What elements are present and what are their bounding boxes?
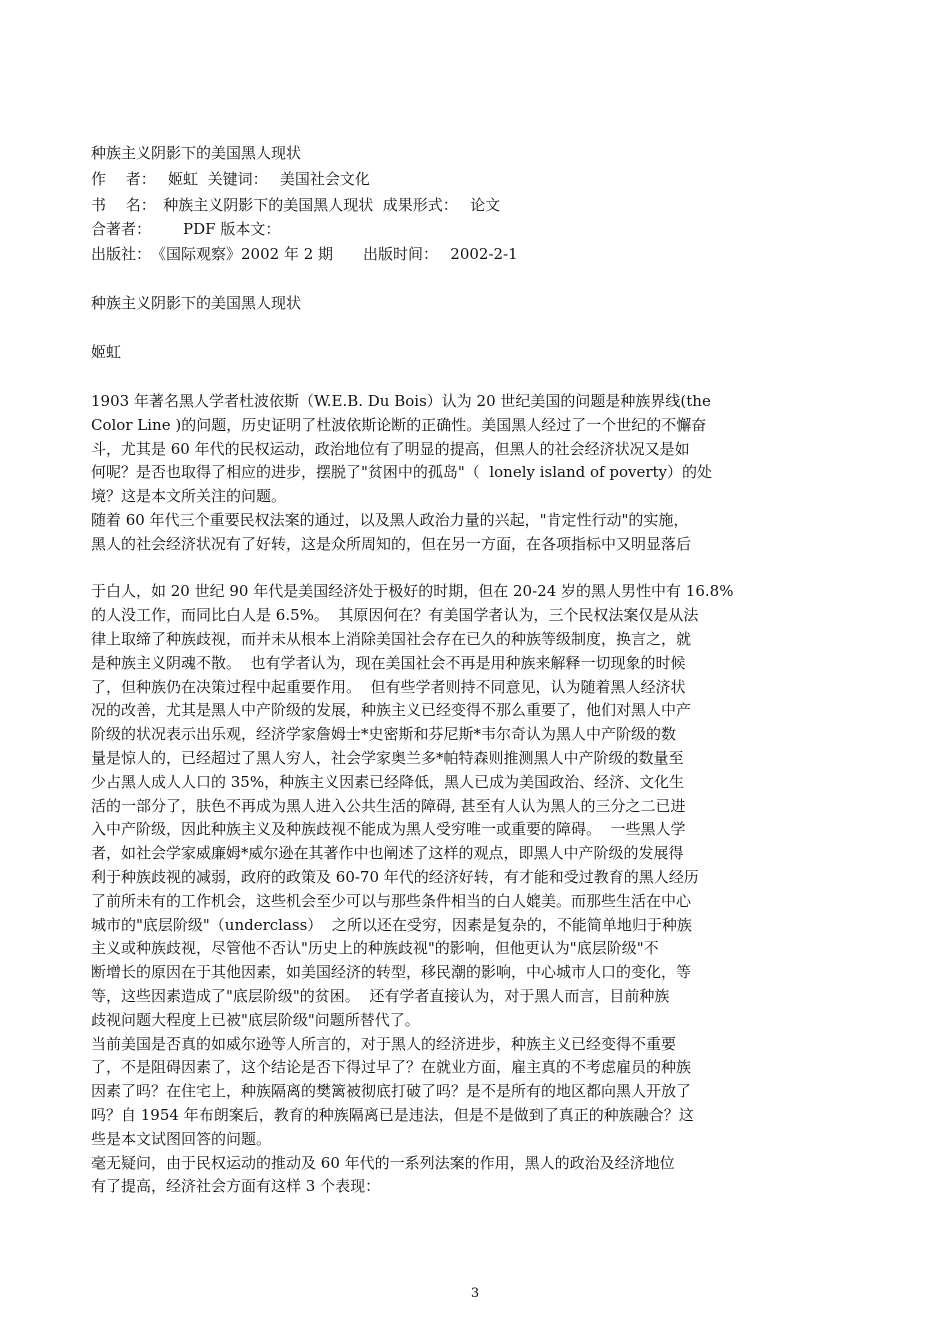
body-line: 境？这是本文所关注的问题。 [91,487,287,505]
body-line: 吗？自 1954 年布朗案后，教育的种族隔离已是违法，但是不是做到了真正的种族融合？这 [91,1106,694,1124]
body-line: 主义或种族歧视，尽管他不否认"历史上的种族歧视"的影响，但他更认为"底层阶级"不 [91,939,659,957]
coauthor-line: 合著者： PDF 版本文： [91,220,281,238]
page-number: 3 [470,1286,480,1301]
body-line: 的人没工作，而同比白人是 6.5%。 其原因何在？有美国学者认为，三个民权法案仅是从法 [91,606,699,624]
body-line: 断增长的原因在于其他因素，如美国经济的转型，移民潮的影响，中心城市人口的变化，等 [91,963,692,981]
body-line: 有了提高，经济社会方面有这样 3 个表现： [91,1177,381,1195]
body-line: 毫无疑问，由于民权运动的推动及 60 年代的一系列法案的作用，黑人的政治及经济地位 [91,1154,675,1172]
body-line: 歧视问题大程度上已被"底层阶级"问题所替代了。 [91,1011,420,1029]
body-line: 活的一部分了，肤色不再成为黑人进入公共生活的障碍, 甚至有人认为黑人的三分之二已进 [91,797,686,815]
body-line: 律上取缔了种族歧视，而并未从根本上消除美国社会存在已久的种族等级制度，换言之，就 [91,630,692,648]
body-line: 利于种族歧视的减弱，政府的政策及 60-70 年代的经济好转，有才能和受过教育的黑人经历 [91,868,699,886]
publisher-line: 出版社： 《国际观察》2002 年 2 期 出版时间： 2002-2-1 [91,245,518,263]
body-line: 于白人，如 20 世纪 90 年代是美国经济处于极好的时期，但在 20-24 岁的黑人男性中有 16.8% [91,582,734,600]
doc-title: 种族主义阴影下的美国黑人现状 [91,144,302,162]
author-line: 作 者： 姬虹 关键词： 美国社会文化 [91,170,370,188]
body-line: 者，如社会学家威廉姆*威尔逊在其著作中也阐述了这样的观点，即黑人中产阶级的发展得 [91,844,684,862]
body-line: 等，这些因素造成了"底层阶级"的贫困。 还有学者直接认为，对于黑人而言，目前种族 [91,987,670,1005]
body-line: 少占黑人成人人口的 35%，种族主义因素已经降低，黑人已成为美国政治、经济、文化生 [91,773,685,791]
article-author: 姬虹 [91,343,122,361]
body-line: 了前所未有的工作机会，这些机会至少可以与那些条件相当的白人媲美。而那些生活在中心 [91,892,692,910]
body-line: 些是本文试图回答的问题。 [91,1130,272,1148]
body-line: 城市的"底层阶级"（underclass） 之所以还在受穷，因素是复杂的，不能简单地归于种族 [91,916,692,934]
body-line: 入中产阶级，因此种族主义及种族歧视不能成为黑人受穷唯一或重要的障碍。 一些黑人学 [91,820,686,838]
body-line: Color Line )的问题，历史证明了杜波依斯论断的正确性。美国黑人经过了一个世纪的不懈奋 [91,416,707,434]
body-line: 量是惊人的，已经超过了黑人穷人，社会学家奥兰多*帕特森则推测黑人中产阶级的数量至 [91,749,684,767]
body-line: 黑人的社会经济状况有了好转，这是众所周知的，但在另一方面，在各项指标中又明显落后 [91,535,692,553]
body-line: 因素了吗？在住宅上，种族隔离的樊篱被彻底打破了吗？是不是所有的地区都向黑人开放了 [91,1082,692,1100]
body-line: 随着 60 年代三个重要民权法案的通过，以及黑人政治力量的兴起，"肯定性行动"的实施， [91,511,689,529]
body-line: 况的改善，尤其是黑人中产阶级的发展，种族主义已经变得不那么重要了，他们对黑人中产 [91,701,692,719]
body-line: 了，不是阻碍因素了，这个结论是否下得过早了？在就业方面，雇主真的不考虑雇员的种族 [91,1058,692,1076]
body-line: 了，但种族仍在决策过程中起重要作用。 但有些学者则持不同意见，认为随着黑人经济状 [91,678,686,696]
book-line: 书 名： 种族主义阴影下的美国黑人现状 成果形式： 论文 [91,196,501,214]
body-line: 斗，尤其是 60 年代的民权运动，政治地位有了明显的提高，但黑人的社会经济状况又是如 [91,440,690,458]
body-line: 阶级的状况表示出乐观，经济学家詹姆士*史密斯和芬尼斯*韦尔奇认为黑人中产阶级的数 [91,725,677,743]
body-line: 是种族主义阴魂不散。 也有学者认为，现在美国社会不再是用种族来解释一切现象的时候 [91,654,686,672]
article-title: 种族主义阴影下的美国黑人现状 [91,294,302,312]
body-line: 何呢？是否也取得了相应的进步，摆脱了"贫困中的孤岛"（ lonely island of poverty）的处 [91,463,713,481]
body-line: 1903 年著名黑人学者杜波依斯（W.E.B. Du Bois）认为 20 世纪美国的问题是种族界线(the [91,392,711,410]
body-line: 当前美国是否真的如威尔逊等人所言的，对于黑人的经济进步，种族主义已经变得不重要 [91,1035,677,1053]
